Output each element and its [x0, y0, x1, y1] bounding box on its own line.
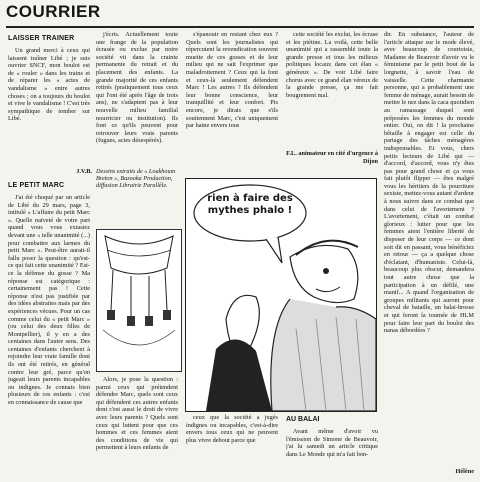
- petit-marc-col3: s'épanouir en restant chez eux ? Quels sont les journalistes qui répercutent la revendication souvent muette de ces gosses et de leur milieu qui ne sait l'exprimer que maladroitement ? Ceux qui la font et ceux-là seulement défendent Marc ! Les autres ? Ils défendent leur bonne conscience, leur tranquillité et leur confort. Pis encore, je dirais que s'ils soutiennent Marc, c'est uniquement par haine envers tous: [186, 31, 278, 130]
- laisser-trainer-head: LAISSER TRAINER: [8, 35, 75, 42]
- petit-marc-col3-bottom: ceux que la société a jugés indignes ou incapables, c'est-à-dire envers tous ceux qui ne peuvent plus vivre debout parce que: [186, 414, 278, 444]
- garter-illustration-svg: [97, 230, 181, 371]
- illustration-garter-drawing: [96, 229, 182, 372]
- petit-marc-signature: F.L. animateur en cité d'urgence à Dijon: [286, 150, 378, 165]
- title-rule: [6, 26, 474, 28]
- petit-marc-col4: cette société les exclut, les écrase et les piétine. La voilà, cette belle unanimité qui a rassemblé toute la grande presse et tous les milieux politiques locaux dans cet élan « généreux ». De voir Libé faire chorus avec ce grand élan véreux de la grande presse, ça me fait bougrement mal.: [286, 31, 378, 99]
- au-balai-right-column: dir. En substance, l'auteur de l'article attaque sur le mode élevé, avec beaucoup de courtoisie, Madame de Beauvoir d'avoir vu le féminisme par le petit bout de la lorgnette, à savoir l'eau de vaisselle. Cette charmante personne, qui a probablement une femme de ménage, aurait besoin de mettre le nez dans la caca quotidien au ramassage duquel sont préposées les femmes du monde entier. Oui, on dit ! la prochaine bêtaille à engager est celle du partage des tâches ménagères indispensables. Et vous, chers petits lecteurs de Libé qui — d'accord, d'accord, vous n'y êtes pas pour grand chose et ça vous fait plutôt flipper — êtes malgré vous les héritiers de la pourriture sexiste, mettez-vous autant d'ardeur à nous suivre dans ce combat que dans celui de l'avortement ? L'avortement, c'était un combat glorieux : lutter pour que les femmes aient l'entière liberté de disposer de leur corps — ce dont soit dit en passant, vous bénéficiez en retour — ça a quelque chose d'éclatant, d'humaniste. Celui-là, beaucoup plus obscur, demandera tout autre chose que la participation à un défilé, une manif... A quand l'organisation de groupes militants qui auront pour cheval de bataille, un balai-brosse et qui feront la tournée de HLM pour faire leur part du boulot des nanas débordées ?: [384, 31, 474, 335]
- petit-marc-head: LE PETIT MARC: [8, 182, 65, 189]
- au-balai-text: Avant même d'avoir vu l'émission de Simone de Beauvoir, j'ai lu samedi un article critique dans Le Monde qui m'a fait bon-: [286, 428, 378, 458]
- rubric-title: COURRIER: [6, 2, 101, 21]
- cartoon-speech-bubble: rien à faire des mythes phalo !: [207, 193, 293, 216]
- au-balai-signature: Hélène: [455, 468, 474, 475]
- laisser-trainer-signature: J.V.B.: [76, 168, 92, 175]
- petit-marc-col1: J'ai été choqué par un article de Libé du 29 mars, page 3, intitulé « L'affaire du petit Marc ». Quelle naïveté de votre part quand vous vous extasiez devant une « telle unanimité (...) pour combattre aux larmes du petit Marc ». Peut-être aurait-il fallu poser la question : qu'est-ce qui fait cette unanimité ? Est-ce la défense du gosse ? Ma réponse est catégorique : certainement pas ! Cette réponse n'est pas justifiée par des idées abstraites mais par des expériences vécues. Pour un cas comme celui du « petit Marc » (ou celui des deux filles de Montpellier), il y en a des centaines dans l'autre sens. Des centaines d'enfants cherchent à rejoindre leur vraie famille dont ils ont été retirés, en général contre leur gré, parce qu'on jugeait leurs parents incapables ou indignes. Je connais bien plusieurs de ces enfants : c'est en connaissance de cause que: [8, 194, 90, 407]
- laisser-trainer-text: Un grand merci à ceux qui laissent traîner Libé ; je suis ouvrier SNCF, mon boulot est de « rouler » dans les trains et de réparer les « actes de vandalisme » entre autres choses ; on a toujours du boulot et vive le vandalisme ! C'est très sympathique de tomber sur Libé.: [8, 47, 90, 123]
- au-balai-head: AU BALAI: [286, 416, 320, 423]
- petit-marc-col2-bottom: Alors, je pose la question : parmi ceux qui prétendent défendre Marc, quels sont ceux qui défendent ces autres enfants dont c'est aussi le droit de vivre avec leurs parents ? Quels sont ceux qui luttent pour que ces hommes et ces femmes aient des conditions de vie qui permettent à leurs enfants de: [96, 376, 178, 452]
- drawing-caption: Dessins extraits de « Loukhoum Breton », Bazooka Production, diffusion Librairie Parallèle.: [96, 168, 176, 190]
- cartoon-panel: [185, 178, 377, 412]
- petit-marc-col2: j'écris. Actuellement toute une frange de la population écrasée ou exclue par notre société vit dans la crainte permanente du retrait et du placement des enfants. La grande majorité de ces enfants retirés (pratiquement tous ceux qui l'ont été après l'âge de trois ans), ne s'adaptent pas à leur nouvelle milieu familial nourricier ou institution). Ils font ce qu'ils peuvent pour retrouver leurs vrais parents (fugues, actes désespérés).: [96, 31, 178, 145]
